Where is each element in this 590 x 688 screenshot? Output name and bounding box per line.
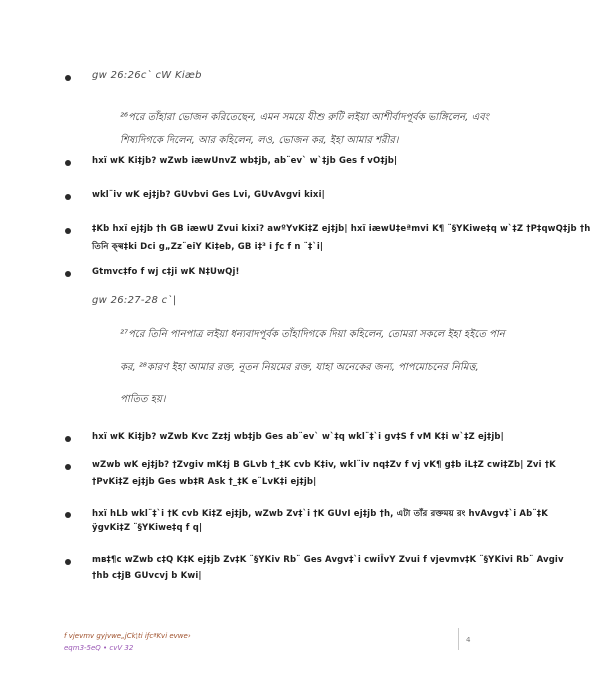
list-item-continuation: ÿgvKi‡Z ¨§YKiwe‡q f q| [92, 523, 203, 533]
list-item: ‡Kb hxï ej‡jb †h GB iæwU Zvui kixi? awºYvKi‡Z ej‡jb| hxï iæwU‡eªmvi K¶ ¨§YKiwe‡q w`‡Z †P‡qwQ‡jb †h [92, 224, 590, 234]
bullet-marker [65, 436, 71, 442]
verse-line: পাতিত হয়। [120, 394, 166, 405]
list-item: hxï wK Ki‡jb? wZwb Kvc Zz‡j wb‡jb Ges ab¨ev` w`‡q wkl¨‡`i gv‡S f vM K‡i w`‡Z ej‡jb| [92, 432, 504, 442]
footer-lesson: eqm3-5eQ • cvV 32 [64, 644, 134, 652]
bullet-marker [65, 464, 71, 470]
verse-line: কর, ²⁸কারণ ইহা আমার রক্ত, নূতন নিয়মের রক্ত, যাহা অনেকের জন্য, পাপমোচনের নিমিত্ত, [120, 362, 479, 373]
scripture-reference: gw 26:27-28 c`| [92, 295, 177, 306]
bullet-marker [65, 75, 71, 81]
bullet-marker [65, 512, 71, 518]
list-item: mв‡¶c wZwb c‡Q K‡K ej‡jb Zv‡K ¨§YKiv Rb¨ Ges Avgv‡`i cwiÎvY Zvui f vjevmv‡K ¨§YKivi Rb¨ Avgiv [92, 555, 564, 565]
list-item: hxï wK Ki‡jb? wZwb iæwUnvZ wb‡jb, ab¨ev` w`‡jb Ges f vO‡jb| [92, 156, 398, 166]
list-item: hxï hLb wkl¨‡`i †K cvb Ki‡Z ej‡jb, wZwb Zv‡`i †K GUvI ej‡jb †h, এটা তাঁর রক্তময় রং hvAvgv‡`i Ab¨‡K [92, 509, 548, 519]
list-item-continuation: †PvKi‡Z ej‡jb Ges wb‡R Ask †_‡K e¨LvK‡i ej‡jb| [92, 477, 317, 487]
page-number: 4 [466, 636, 471, 644]
list-item: wkl¨iv wK ej‡jb? GUvbvi Ges Lvi, GUvAvgvi kixi| [92, 190, 325, 200]
list-item: Gtmvc‡fo f wj c‡ji wK N‡UwQj! [92, 267, 240, 277]
bullet-marker [65, 559, 71, 565]
bullet-marker [65, 194, 71, 200]
list-item: wZwb wK ej‡jb? †Zvgiv mK‡j B GLvb †_‡K cvb K‡iv, wkl¨iv nq‡Zv f vj vK¶ g‡b iL‡Z cwi‡Zb| Zvi †K [92, 460, 556, 470]
list-item-continuation: †hb c‡jB GUvcvj b Kwi| [92, 571, 202, 581]
verse-line: ²⁶পরে তাঁহারা ভোজন করিতেছেন, এমন সময়ে যীশু রুটি লইয়া আশীর্বাদপূর্বক ভাঙ্গিলেন, এবং [120, 112, 489, 123]
footer-title: f vjevmv gyjvwe„jCk¦ti iƒcªKvi evwe› [64, 632, 191, 640]
scripture-reference: gw 26:26c` cW Kiæb [92, 70, 202, 81]
list-item-continuation: তিনি ক্ল্ব‡ki Dci g„Zz¨eiY Ki‡eb, GB i‡³ i ƒc f n ¨‡`i| [92, 242, 324, 252]
verse-line: শিষ্যদিগকে দিলেন, আর কহিলেন, লও, ভোজন কর, ইহা আমার শরীর। [120, 135, 399, 146]
bullet-marker [65, 228, 71, 234]
bullet-marker [65, 271, 71, 277]
footer-divider [458, 628, 459, 650]
verse-line: ²⁷পরে তিনি পানপাত্র লইয়া ধন্যবাদপূর্বক তাঁহাদিগকে দিয়া কহিলেন, তোমরা সকলে ইহা হইতে পান [120, 329, 505, 340]
bullet-marker [65, 160, 71, 166]
